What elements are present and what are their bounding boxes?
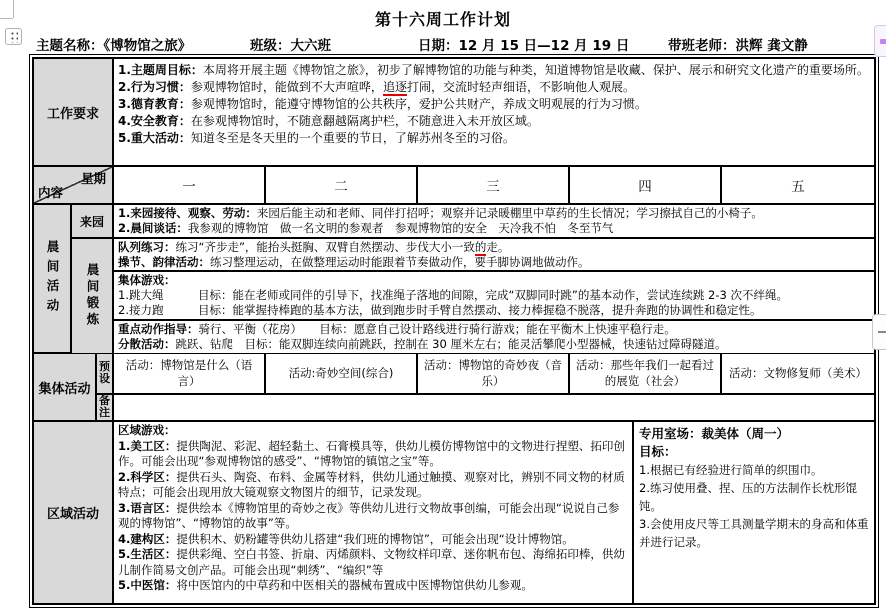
group-game-line: 2.接力跑 目标：能掌握持棒跑的基本方法，做到跑步时手臂自然摆动、接力棒握稳不脱落，提升奔跑的协调性和稳定性。 [118,303,762,318]
drill-line: 操节、韵律活动：练习整理运动，在做整理运动时能跟着节奏做动作，要手脚协调地做动作。 [118,255,590,270]
class-name: 班级：大六班 [250,38,331,54]
special-room-goal: 3.会使用皮尺等工具测量学期末的身高和体重并进行记录。 [639,517,869,549]
group-activity-body [97,354,874,420]
floating-side-button-bottom[interactable] [872,314,886,350]
preset-label: 预设 [97,354,114,393]
regional-activity-row [34,422,874,603]
arrival-row [72,205,874,239]
morning-exercise-row [72,239,874,353]
special-room-goal-label: 目标： [639,444,677,459]
spellcheck-underline: 追逐 [382,80,407,94]
special-room-goal: 2.练习使用叠、捏、压的方法制作长枕形馄饨。 [639,481,857,513]
arrival-line: 1.来园接待、观察、劳动：来园后能主动和老师、同伴打招呼；观察并记录暖棚里中草药的生长情况；学习擦拭自己的小椅子。 [118,206,763,220]
work-req-item: 3.德育教育：参观博物馆时，能遵守博物馆的公共秩序，爱护公共财产，养成文明观展的行为习惯。 [118,97,647,111]
theme-name: 主题名称：《博物馆之旅》 [36,38,192,54]
scatter-activity-line: 分散活动：跳跃、钻爬 目标：能双脚连续向前跳跃，控制在 30 厘米左右；能灵活攀爬小型器械，快速钻过障碍隧道。 [118,337,727,352]
regional-games-heading: 区域游戏： [118,423,176,437]
group-activity-label: 集体活动 [34,354,97,420]
arrival-label: 来园 [72,205,114,237]
morning-exercise-label: 晨间锻炼 [72,239,114,353]
drill-block [114,239,874,272]
teacher-names: 带班老师：洪辉 龚文静 [668,38,808,54]
note-label: 备注 [97,395,114,420]
weekday-header-row [34,167,874,205]
arrival-line: 2.晨间谈话：我参观的博物馆 做一名文明的参观者 参观博物馆的安全 天冷我不怕 冬至节气 [118,221,614,236]
activity-wednesday: 活动：博物馆的奇妙夜（音乐） [418,354,570,393]
work-req-item: 5.重大活动：知道冬至是冬天里的一个重要的节日，了解苏州冬至的习俗。 [118,131,515,145]
weekly-plan-table [32,57,876,605]
morning-activity-label: 晨间活动 [34,205,72,352]
area-item: 3.语言区：提供绘本《博物馆里的奇妙之夜》等供幼儿进行文物故事创编，可能会出现“说说自己参观的博物馆”、“博物馆的故事”等。 [118,500,620,530]
area-item: 2.科学区：提供石头、陶瓷、布料、金属等材料，供幼儿通过触摸、观察对比，辨别不同文物的材质特点；可能会出现用放大镜观察文物图片的细节，记录发现。 [118,469,625,499]
morning-exercise-content [114,239,874,353]
regional-activity-label: 区域活动 [34,422,114,603]
work-req-item: 4.安全教育：在参观博物馆时，不随意翻越隔离护栏，不随意进入未开放区域。 [118,114,539,128]
day-thursday: 四 [570,167,722,203]
date-range: 日期：12 月 15 日—12 月 19 日 [418,38,630,54]
floating-side-button-top[interactable] [874,25,886,57]
page-title: 第十六周工作计划 [374,10,511,29]
work-requirements-label: 工作要求 [34,59,114,165]
note-row [97,395,874,420]
day-monday: 一 [114,167,266,203]
group-game-line: 1.跳大绳 目标：能在老师或同伴的引导下，找准绳子落地的间隙，完成“双脚同时跳”的基本动作，尝试连续跳 2-3 次不绊绳。 [118,288,788,303]
group-games-block [114,272,874,321]
morning-activity-row [34,205,874,354]
corner-label-content: 内容 [38,185,64,200]
group-activity-row [34,354,874,422]
group-games-heading: 集体游戏： [118,273,176,287]
area-item: 1.美工区：提供陶泥、彩泥、超轻黏土、石膏模具等，供幼儿模仿博物馆中的文物进行捏塑、拓印创作。可能会出现“参观博物馆的感受”、“博物馆的镇馆之宝”等。 [118,438,625,468]
day-friday: 五 [722,167,874,203]
arrival-content [114,205,874,237]
area-item: 5.生活区：提供彩绳、空白书签、折扇、丙烯颜料、文物纹样印章、迷你帆布包、海绵拓印棒，供幼儿制作简易文创产品。可能会出现“刺绣”、“编织”等 [118,547,625,577]
day-tuesday: 二 [266,167,418,203]
preset-row [97,354,874,395]
work-req-item: 2.行为习惯：参观博物馆时，能做到不大声喧哗，追逐打闹，交流时轻声细语，不影响他人观展。 [118,80,635,94]
work-requirements-content [114,59,874,165]
floating-button-accent-icon [880,39,886,44]
key-guidance-block [114,321,874,353]
area-item: 4.建构区：提供积木、奶粉罐等供幼儿搭建“我们班的博物馆”，可能会出现“设计博物馆。 [118,531,574,546]
day-wednesday: 三 [418,167,570,203]
key-guidance-line: 重点动作指导：骑行、平衡（花房） 目标：愿意自己设计路线进行骑行游戏；能在平衡木上快速平稳行走。 [118,322,676,336]
work-requirements-row [34,59,874,167]
area-item: 5.中医馆：将中医馆内的中草药和中医相关的器械布置成中医博物馆供幼儿参观。 [118,578,533,592]
work-req-item: 1.主题周目标：本周将开展主题《博物馆之旅》，初步了解博物馆的功能与种类，知道博物馆是收藏、保护、展示和研究文化遗产的重要场所。 [118,63,869,77]
week-content-corner-cell [34,167,114,203]
document-header [0,34,886,54]
corner-label-week: 星期 [80,171,106,186]
special-room-goal: 1.根据已有经验进行简单的织围巾。 [639,463,823,477]
special-room-heading: 专用室场：裁美体（周一） [639,426,790,441]
regional-games-content [114,422,634,603]
activity-tuesday: 活动:奇妙空间(综合) [266,354,418,393]
minus-icon [878,331,886,333]
activity-thursday: 活动：那些年我们一起看过的展览（社会） [570,354,722,393]
special-room-content [634,422,874,603]
note-content [114,395,874,420]
spellcheck-underline: 的 [474,240,487,254]
activity-friday: 活动：文物修复师（美术） [722,354,874,393]
morning-activity-body [72,205,874,352]
drill-line: 队列练习：练习“齐步走”，能抬头挺胸、双臂自然摆动、步伐大小一致的走。 [118,240,510,254]
activity-monday: 活动：博物馆是什么（语言） [114,354,266,393]
